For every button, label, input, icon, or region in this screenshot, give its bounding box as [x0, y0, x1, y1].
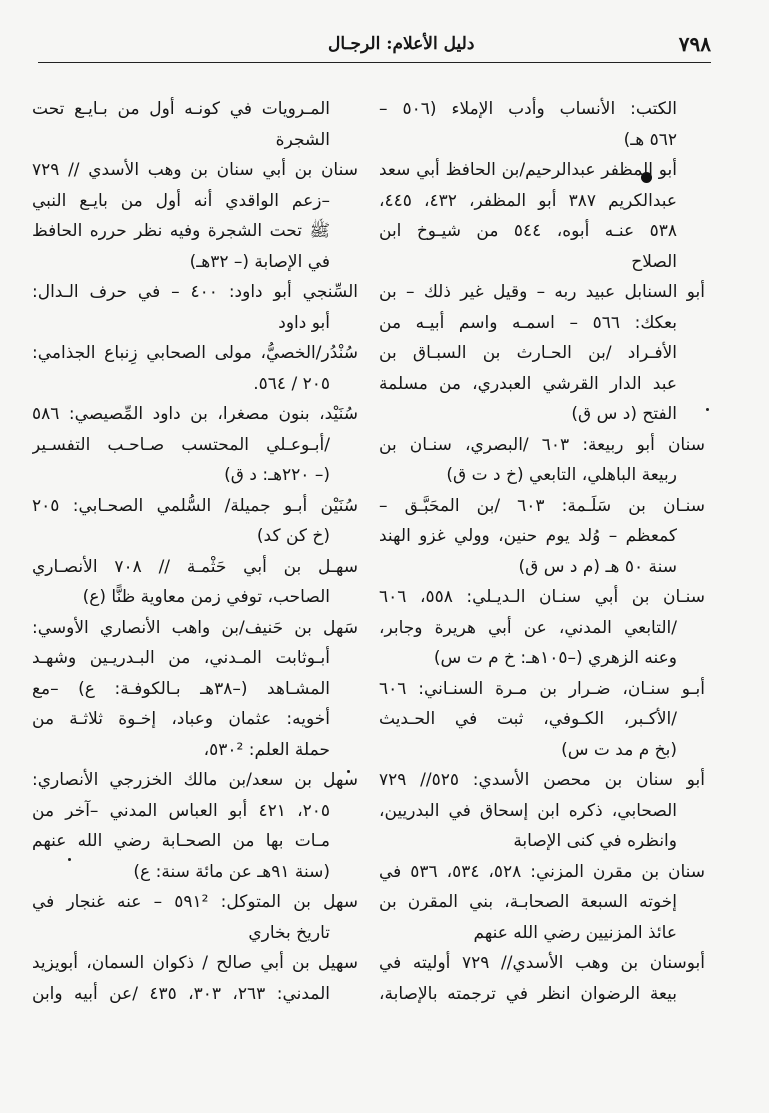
- text-line: عائذ المزنيين رضي الله عنهم: [473, 922, 677, 943]
- text-line: (سنة ٩١هـ عن مائة سنة: ع): [133, 861, 330, 882]
- text-line: عبد الدار القرشي العبدري، من مسلمة: [379, 373, 677, 394]
- text-line: أبو داود: [278, 312, 330, 333]
- text-line: ٢٠٥، ٤٢١ أبو العباس المدني –آخر من: [32, 800, 330, 821]
- page-header: [38, 30, 711, 63]
- text-line: الأفـراد /بن الحـارث بن السبـاق بن: [379, 343, 677, 363]
- text-line: سنان بن أبي سنان بن وهب الأسدي // ٧٢٩: [32, 160, 358, 180]
- left-column: [32, 94, 358, 1009]
- text-line: تاريخ بخاري: [248, 922, 330, 943]
- text-line: أبوسنان بن وهب الأسدي// ٧٢٩ أوليته في: [379, 953, 705, 973]
- text-line: وعنه الزهري (–١٠٥هـ: خ م ت س): [433, 648, 677, 668]
- text-line: /التابعي المدني، عن أبي هريرة وجابر،: [379, 617, 677, 638]
- text-line: (بخ م مد ت س): [561, 739, 677, 760]
- page-number: ٧٩٨: [678, 32, 711, 56]
- text-line: وانظره في كنى الإصابة: [513, 831, 677, 851]
- text-line: /الأكـبر، الكـوفي، ثبت في الحـديث: [379, 709, 677, 729]
- text-line: كمعظم – وُلد يوم حنين، وولي غزو الهند: [379, 526, 677, 546]
- text-line: (– ٢٢٠هـ: د ق): [224, 465, 330, 485]
- text-line: ربيعة الباهلي، التابعي (خ د ت ق): [446, 465, 677, 485]
- text-line: ٥٦٢ هـ): [623, 129, 677, 150]
- text-line: أبـوثابت المـدني، من البـدريـين وشهـد: [32, 648, 330, 668]
- text-line: بعكك: ٥٦٦ – اسمـه واسم أبيـه من: [379, 312, 677, 333]
- text-line: سنـان بن سَلَـمة: ٦٠٣ /بن المحَبَّـق –: [379, 495, 705, 516]
- text-line: سَهل بن حَنيف/بن واهب الأنصاري الأوسي:: [32, 617, 358, 638]
- text-line: أبو سنان بن محصن الأسدي: ٥٢٥// ٧٢٩: [379, 770, 705, 790]
- right-column: [379, 94, 705, 1009]
- text-line: أبو المظفر عبدالرحيم/بن الحافظ أبي سعد: [379, 160, 677, 180]
- running-title: دليل الأعلام: الرجـال: [328, 34, 475, 54]
- text-line: عبدالكريم ٣٨٧ أبو المظفر، ٤٣٢، ٤٤٥،: [379, 190, 678, 211]
- text-line: سُنْدُر/الخصيُّ، مولى الصحابي زِنباع الجذامي:: [32, 343, 358, 363]
- text-line: ﷺ تحت الشجرة وفيه نظر حرره الحافظ: [32, 221, 330, 241]
- text-line: في الإصابة (– ٣٢هـ): [189, 251, 330, 272]
- text-line: سهل بن سعد/بن مالك الخزرجي الأنصاري:: [32, 770, 358, 790]
- text-line: المـرويات في كونـه أول من بـايـع تحت: [32, 99, 330, 119]
- text-line: حملة العلم: ٥٣٠²،: [203, 739, 330, 760]
- text-line: سُنَيْن أبـو جميلة/ السُّلمي الصحـابي: ٢٠٥: [32, 495, 358, 516]
- text-line: ٥٣٨ عنـه أبوه، ٥٤٤ من شيـوخ ابن: [379, 221, 677, 241]
- text-line: أخويه: عثمان وعباد، إخـوة ثلاثـة من: [32, 709, 330, 729]
- text-line: بيعة الرضوان انظر في ترجمته بالإصابة،: [379, 983, 677, 1004]
- text-line: ٢٠٥ / ٥٦٤.: [253, 373, 330, 394]
- text-line: سنـان بن أبي سنـان الـديـلي: ٥٥٨، ٦٠٦: [379, 587, 705, 607]
- text-line: الكتب: الأنساب وأدب الإملاء (٥٠٦ –: [379, 99, 678, 119]
- text-line: الصلاح: [631, 251, 677, 272]
- text-line: أبو السنابل عبيد ربه – وقيل غير ذلك – بن: [379, 282, 705, 302]
- text-line: الشجرة: [275, 129, 330, 150]
- text-line: أبـو سنـان، ضـرار بن مـرة السنـاني: ٦٠٦: [379, 678, 705, 699]
- text-line: المدني: ٢٦٣، ٣٠٣، ٤٣٥ /عن أبيه وابن: [32, 983, 331, 1004]
- text-line: (خ كن كد): [256, 526, 330, 546]
- text-line: سُنَيْد، بنون مصغرا، بن داود المِّصيصي: ٥٨٦: [32, 404, 358, 424]
- text-line: سهل بن المتوكل: ٥٩١² – عنه غنجار في: [32, 892, 358, 912]
- text-line: سهيل بن أبي صالح / ذكوان السمان، أبويزيد: [32, 953, 358, 973]
- speck-mark-icon: [706, 408, 709, 411]
- text-line: الفتح (د س ق): [571, 404, 677, 424]
- text-line: السِّنجي أبو داود: ٤٠٠ – في حرف الـدال:: [32, 282, 358, 302]
- text-line: سهـل بن أبي حَثْمـة // ٧٠٨ الأنصـاري: [32, 556, 358, 577]
- text-line: الصاحب، توفي زمن معاوية ظنًّا (ع): [82, 587, 330, 607]
- text-line: –زعم الواقدي أنه أول من بايـع النبي: [32, 190, 330, 211]
- text-line: سنان أبو ربيعة: ٦٠٣ /البصري، سنـان بن: [379, 434, 705, 455]
- text-line: سنان بن مقرن المزني: ٥٢٨، ٥٣٤، ٥٣٦ في: [379, 861, 705, 882]
- text-line: الصحابي، ذكره ابن إسحاق في البدريين،: [379, 800, 677, 821]
- text-line: /أبـوعـلي المحتسب صـاحـب التفسـير: [32, 434, 330, 455]
- text-line: المشـاهد (–٣٨هـ بـالكوفـة: ع) –مع: [32, 678, 331, 699]
- text-line: مـات بها من الصحـابة رضي الله عنهم: [32, 831, 330, 851]
- text-line: سنة ٥٠ هـ (م د س ق): [518, 556, 677, 577]
- text-line: إخوته السبعة الصحابـة، بني المقرن بن: [379, 892, 677, 912]
